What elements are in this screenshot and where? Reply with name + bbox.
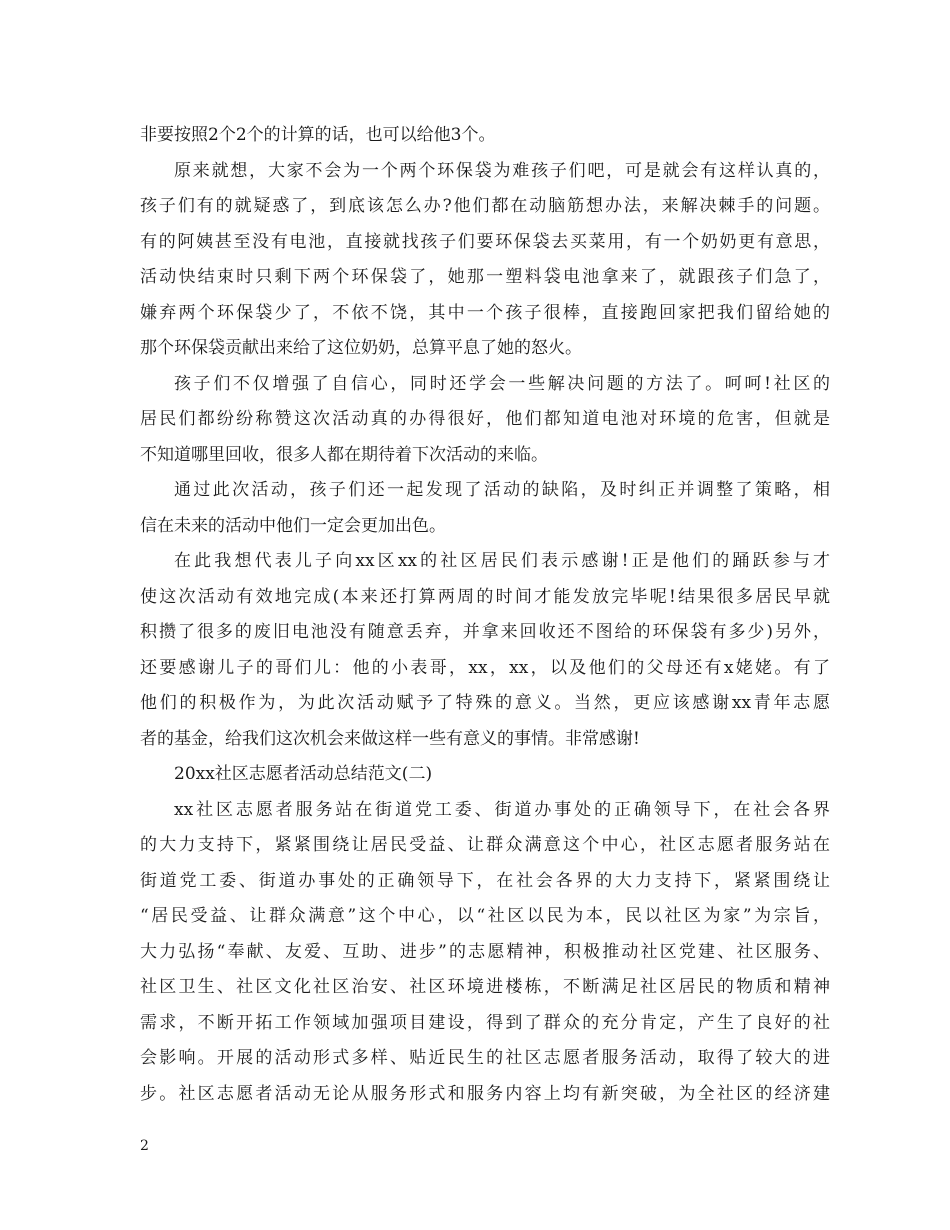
text-line: 活动快结束时只剩下两个环保袋了，她那一塑料袋电池拿来了，就跟孩子们急了， <box>140 267 830 287</box>
text-line: 大力弘扬“奉献、友爱、互助、进步”的志愿精神，积极推动社区党建、社区服务、 <box>140 941 830 962</box>
paragraph-first-line: 在此我想代表儿子向xx区xx的社区居民们表示感谢!正是他们的踊跃参与才 <box>174 551 830 571</box>
text-line: 积攒了很多的废旧电池没有随意丢弃，并拿来回收还不图给的环保袋有多少)另外， <box>140 622 830 642</box>
document-body <box>140 118 830 1112</box>
text-line: 不知道哪里回收，很多人都在期待着下次活动的来临。 <box>140 444 548 465</box>
text-line: 需求，不断开拓工作领域加强项目建设，得到了群众的充分肯定，产生了良好的社 <box>140 1012 830 1033</box>
paragraph-first-line: xx社区志愿者服务站在街道党工委、街道办事处的正确领导下，在社会各界 <box>174 799 830 820</box>
paragraph-first-line: 通过此次活动，孩子们还一起发现了活动的缺陷，及时纠正并调整了策略，相 <box>174 480 830 500</box>
text-line: 有的阿姨甚至没有电池，直接就找孩子们要环保袋去买菜用，有一个奶奶更有意思， <box>140 231 830 252</box>
paragraph-first-line: 20xx社区志愿者活动总结范文(二) <box>174 764 433 784</box>
paragraph-first-line: 孩子们不仅增强了自信心，同时还学会一些解决问题的方法了。呵呵!社区的 <box>174 373 830 394</box>
text-line: 使这次活动有效地完成(本来还打算两周的时间才能发放完毕呢!结果很多居民早就 <box>140 586 830 607</box>
text-line: 者的基金，给我们这次机会来做这样一些有意义的事情。非常感谢! <box>140 728 640 749</box>
text-line: 居民们都纷纷称赞这次活动真的办得很好，他们都知道电池对环境的危害，但就是 <box>140 409 830 429</box>
text-line: 非要按照2个2个的计算的话，也可以给他3个。 <box>140 125 496 145</box>
text-line: 孩子们有的就疑惑了，到底该怎么办?他们都在动脑筋想办法，来解决棘手的问题。 <box>140 196 830 216</box>
text-line: 信在未来的活动中他们一定会更加出色。 <box>140 515 446 536</box>
page-number: 2 <box>140 1138 149 1154</box>
text-line: “居民受益、让群众满意”这个中心，以“社区以民为本，民以社区为家”为宗旨， <box>140 906 830 926</box>
text-line: 街道党工委、街道办事处的正确领导下，在社会各界的大力支持下，紧紧围绕让 <box>140 870 830 891</box>
text-line: 嫌弃两个环保袋少了，不依不饶，其中一个孩子很棒，直接跑回家把我们留给她的 <box>140 302 830 323</box>
text-line: 的大力支持下，紧紧围绕让居民受益、让群众满意这个中心，社区志愿者服务站在 <box>140 835 830 855</box>
paragraph-first-line: 原来就想，大家不会为一个两个环保袋为难孩子们吧，可是就会有这样认真的， <box>174 160 830 181</box>
text-line: 步。社区志愿者活动无论从服务形式和服务内容上均有新突破，为全社区的经济建 <box>140 1083 830 1104</box>
text-line: 社区卫生、社区文化社区治安、社区环境进楼栋，不断满足社区居民的物质和精神 <box>140 977 830 997</box>
text-line: 他们的积极作为，为此次活动赋予了特殊的意义。当然，更应该感谢xx青年志愿 <box>140 693 830 713</box>
text-line: 那个环保袋贡献出来给了这位奶奶，总算平息了她的怒火。 <box>140 338 582 358</box>
text-line: 会影响。开展的活动形式多样、贴近民生的社区志愿者服务活动，取得了较大的进 <box>140 1048 830 1068</box>
text-line: 还要感谢儿子的哥们儿：他的小表哥，xx，xx，以及他们的父母还有x姥姥。有了 <box>140 657 830 678</box>
